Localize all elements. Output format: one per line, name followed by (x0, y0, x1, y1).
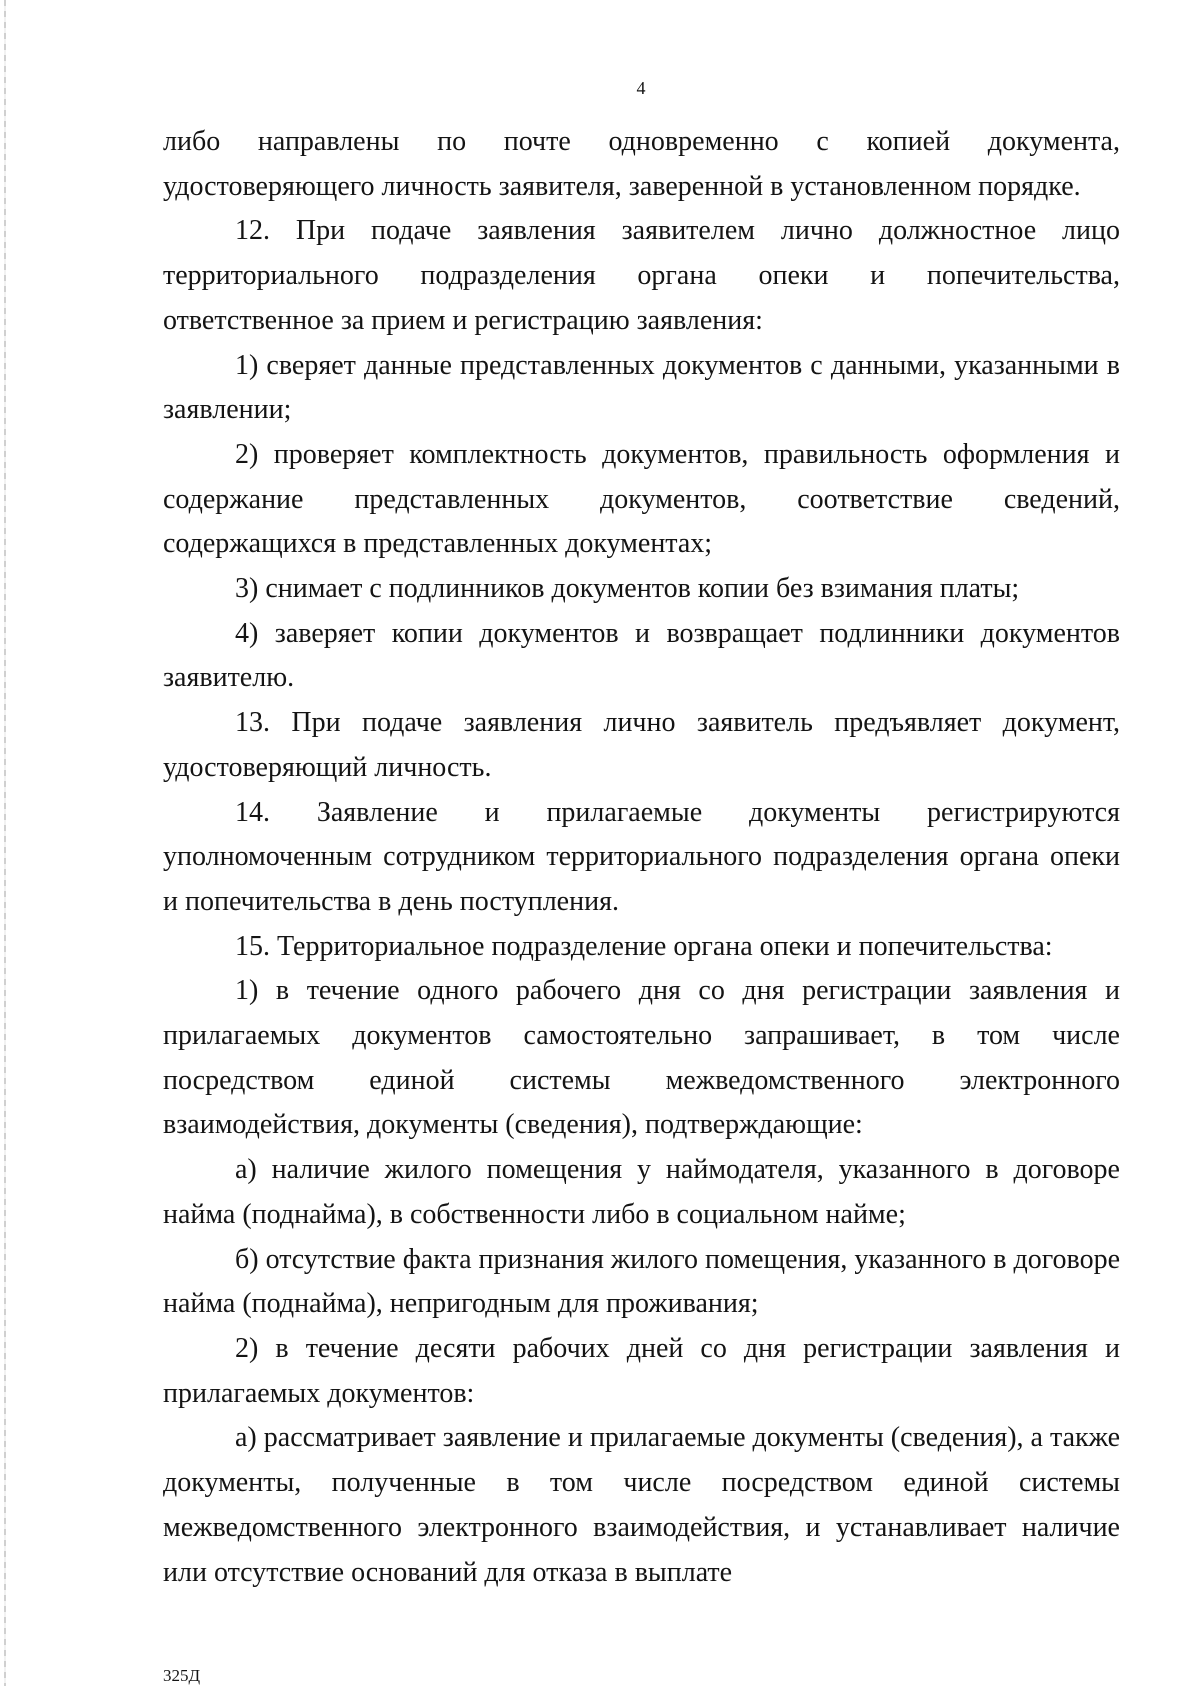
page-number: 4 (636, 78, 646, 98)
paragraph-item-14: 14. Заявление и прилагаемые документы регистрируются уполномоченным сотрудником территориального подразделения органа опеки и попечительства в день поступления. (163, 796, 1120, 917)
scan-edge (4, 0, 6, 1686)
paragraph-15-sub-2: 2) в течение десяти рабочих дней со дня регистрации заявления и прилагаемых документов: (163, 1332, 1120, 1409)
paragraph-12-sub-1: 1) сверяет данные представленных документов с данными, указанными в заявлении; (163, 349, 1120, 426)
paragraph-12-sub-2: 2) проверяет комплектность документов, правильность оформления и содержание представленных документов, соответствие сведений, содержащихся в представленных документах; (163, 438, 1120, 560)
paragraph-15-sub-2-a: а) рассматривает заявление и прилагаемые документы (сведения), а также документы, полученные в том числе посредством единой системы межведомственного электронного взаимодействия, и устанавливает наличие или отсутствие оснований для отказа в выплате (163, 1422, 1120, 1588)
paragraph-15-sub-1-b: б) отсутствие факта признания жилого помещения, указанного в договоре найма (поднайма), непригодным для проживания; (163, 1243, 1120, 1320)
document-body (163, 120, 1120, 1595)
paragraph-15-sub-1-a: а) наличие жилого помещения у наймодателя, указанного в договоре найма (поднайма), в собственности либо в социальном найме; (163, 1154, 1120, 1230)
document-code: 325Д (163, 1666, 201, 1685)
paragraph-item-15: 15. Территориальное подразделение органа опеки и попечительства: (235, 930, 1053, 962)
paragraph-continuation: либо направлены по почте одновременно с копией документа, удостоверяющего личность заявителя, заверенной в установленном порядке. (163, 126, 1120, 202)
paragraph-12-sub-4: 4) заверяет копии документов и возвращает подлинники документов заявителю. (163, 617, 1120, 694)
paragraph-item-13: 13. При подаче заявления лично заявитель предъявляет документ, удостоверяющий личность. (163, 707, 1120, 783)
paragraph-15-sub-1: 1) в течение одного рабочего дня со дня регистрации заявления и прилагаемых документов самостоятельно запрашивает, в том числе посредством единой системы межведомственного электронного взаимодействия, документы (сведения), подтверждающие: (163, 975, 1120, 1141)
paragraph-item-12: 12. При подаче заявления заявителем лично должностное лицо территориального подразделения органа опеки и попечительства, ответственное за прием и регистрацию заявления: (163, 215, 1120, 336)
paragraph-12-sub-3: 3) снимает с подлинников документов копии без взимания платы; (235, 573, 1020, 605)
